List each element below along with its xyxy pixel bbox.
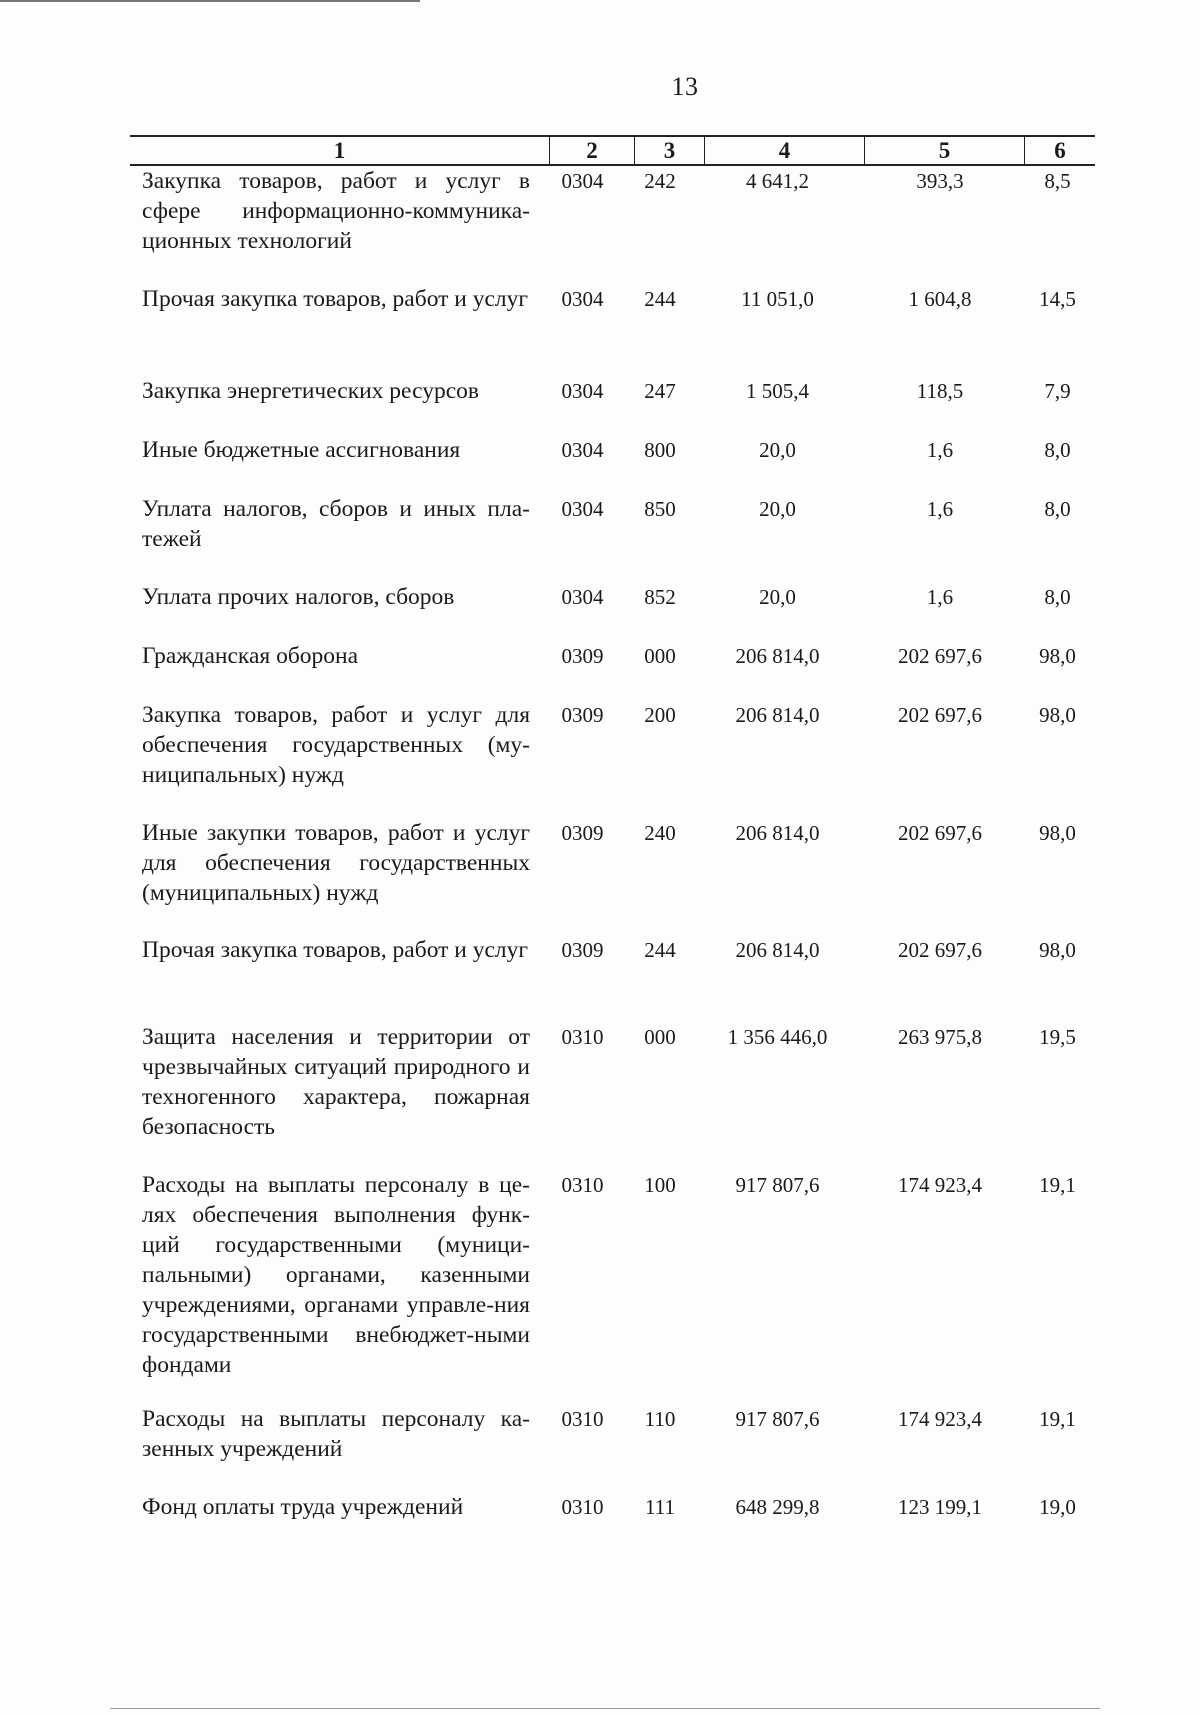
row-percent: 8,0 <box>1044 497 1071 521</box>
row-section-code: 0304 <box>561 287 604 311</box>
row-expense-type: 852 <box>644 585 676 609</box>
row-section-code: 0304 <box>561 438 604 462</box>
row-planned-amount: 20,0 <box>759 585 796 609</box>
row-planned-amount: 20,0 <box>759 497 796 521</box>
row-percent: 19,1 <box>1039 1407 1076 1431</box>
table-row <box>130 1170 1095 1380</box>
row-percent: 8,0 <box>1044 585 1071 609</box>
row-expense-type: 850 <box>644 497 676 521</box>
row-section-code: 0304 <box>561 379 604 403</box>
row-planned-amount: 4 641,2 <box>746 169 809 193</box>
row-expense-type: 100 <box>644 1173 676 1197</box>
row-actual-amount: 174 923,4 <box>898 1173 982 1197</box>
row-expense-type: 000 <box>644 1025 676 1049</box>
table-row <box>130 818 1095 908</box>
row-description: Закупка товаров, работ и услуг для обеспечения государственных (му-ниципальных) нужд <box>142 702 530 788</box>
row-actual-amount: 123 199,1 <box>898 1495 982 1519</box>
row-actual-amount: 118,5 <box>916 379 964 403</box>
row-planned-amount: 11 051,0 <box>741 287 814 311</box>
table-row <box>130 1404 1095 1464</box>
header-col-6: 6 <box>1054 138 1066 163</box>
row-actual-amount: 174 923,4 <box>898 1407 982 1431</box>
row-section-code: 0304 <box>561 497 604 521</box>
table-row <box>130 376 1095 406</box>
row-section-code: 0309 <box>561 703 604 727</box>
table-row <box>130 494 1095 554</box>
row-percent: 98,0 <box>1039 703 1076 727</box>
row-actual-amount: 1,6 <box>926 497 954 521</box>
table-row <box>130 935 1095 965</box>
row-description: Гражданская оборона <box>142 643 359 669</box>
row-percent: 98,0 <box>1039 821 1076 845</box>
row-actual-amount: 202 697,6 <box>898 938 982 962</box>
table-row <box>130 582 1095 612</box>
row-expense-type: 247 <box>644 379 676 403</box>
row-actual-amount: 263 975,8 <box>898 1025 982 1049</box>
row-section-code: 0310 <box>561 1025 604 1049</box>
page-number: 13 <box>671 72 699 101</box>
table-row <box>130 700 1095 790</box>
table-row <box>130 284 1095 314</box>
row-description: Уплата прочих налогов, сборов <box>142 584 455 610</box>
header-col-2: 2 <box>550 137 635 164</box>
row-expense-type: 800 <box>644 438 676 462</box>
row-planned-amount: 20,0 <box>759 438 796 462</box>
row-expense-type: 244 <box>644 938 676 962</box>
row-description: Расходы на выплаты персоналу в це-лях обеспечения выполнения функ-ций государственными (муници-пальными) органами, казенными учреждениями, органами управле-ния государственными внебюджет-ными фондами <box>142 1172 530 1378</box>
row-section-code: 0310 <box>561 1173 604 1197</box>
row-actual-amount: 202 697,6 <box>898 703 982 727</box>
row-actual-amount: 202 697,6 <box>898 821 982 845</box>
table-row <box>130 641 1095 671</box>
row-actual-amount: 1,6 <box>926 585 954 609</box>
table-row <box>130 1492 1095 1522</box>
header-col-5: 5 <box>865 137 1025 164</box>
row-percent: 19,1 <box>1039 1173 1076 1197</box>
row-planned-amount: 917 807,6 <box>735 1173 820 1197</box>
row-actual-amount: 1,6 <box>926 438 954 462</box>
row-description: Закупка товаров, работ и услуг в сфере информационно-коммуника-ционных технологий <box>142 168 530 254</box>
row-percent: 8,5 <box>1044 169 1071 193</box>
row-description: Иные закупки товаров, работ и услуг для обеспечения государственных (муниципальных) нужд <box>142 820 530 906</box>
row-description: Уплата налогов, сборов и иных пла-тежей <box>142 496 530 552</box>
row-description: Фонд оплаты труда учреждений <box>142 1494 464 1520</box>
row-percent: 98,0 <box>1039 644 1076 668</box>
row-section-code: 0304 <box>561 585 604 609</box>
row-description: Прочая закупка товаров, работ и услуг <box>142 937 529 963</box>
row-percent: 14,5 <box>1039 287 1076 311</box>
row-description: Прочая закупка товаров, работ и услуг <box>142 286 529 312</box>
row-description: Иные бюджетные ассигнования <box>142 437 461 463</box>
row-planned-amount: 648 299,8 <box>735 1495 820 1519</box>
row-planned-amount: 206 814,0 <box>735 938 820 962</box>
header-col-1: 1 <box>130 137 550 164</box>
scan-bottom-rule <box>110 1708 1100 1709</box>
row-section-code: 0309 <box>561 644 604 668</box>
row-description: Расходы на выплаты персоналу ка-зенных учреждений <box>142 1406 530 1462</box>
row-percent: 8,0 <box>1044 438 1071 462</box>
row-percent: 19,5 <box>1039 1025 1076 1049</box>
row-actual-amount: 202 697,6 <box>898 644 982 668</box>
row-planned-amount: 206 814,0 <box>735 703 820 727</box>
row-percent: 7,9 <box>1044 379 1071 403</box>
row-expense-type: 000 <box>644 644 676 668</box>
table-header <box>130 135 1095 166</box>
row-expense-type: 240 <box>644 821 676 845</box>
row-expense-type: 200 <box>644 703 676 727</box>
row-planned-amount: 1 356 446,0 <box>727 1025 828 1049</box>
row-actual-amount: 1 604,8 <box>908 287 972 311</box>
table-row <box>130 166 1095 256</box>
scan-top-rule <box>0 0 420 2</box>
row-section-code: 0309 <box>561 938 604 962</box>
row-description: Закупка энергетических ресурсов <box>142 378 479 404</box>
row-actual-amount: 393,3 <box>916 169 964 193</box>
row-section-code: 0304 <box>561 169 604 193</box>
row-planned-amount: 206 814,0 <box>735 821 820 845</box>
row-section-code: 0309 <box>561 821 604 845</box>
row-planned-amount: 206 814,0 <box>735 644 820 668</box>
table-row <box>130 435 1095 465</box>
header-col-3: 3 <box>635 137 705 164</box>
row-planned-amount: 917 807,6 <box>735 1407 820 1431</box>
row-expense-type: 244 <box>644 287 676 311</box>
row-expense-type: 111 <box>645 1495 675 1519</box>
row-expense-type: 242 <box>644 169 676 193</box>
row-expense-type: 110 <box>644 1407 676 1431</box>
row-percent: 98,0 <box>1039 938 1076 962</box>
row-section-code: 0310 <box>561 1407 604 1431</box>
row-planned-amount: 1 505,4 <box>746 379 809 403</box>
table-row <box>130 1022 1095 1142</box>
header-col-4: 4 <box>705 137 865 164</box>
row-description: Защита населения и территории от чрезвычайных ситуаций природного и техногенного характера, пожарная безопасность <box>142 1024 530 1140</box>
row-percent: 19,0 <box>1039 1495 1076 1519</box>
row-section-code: 0310 <box>561 1495 604 1519</box>
